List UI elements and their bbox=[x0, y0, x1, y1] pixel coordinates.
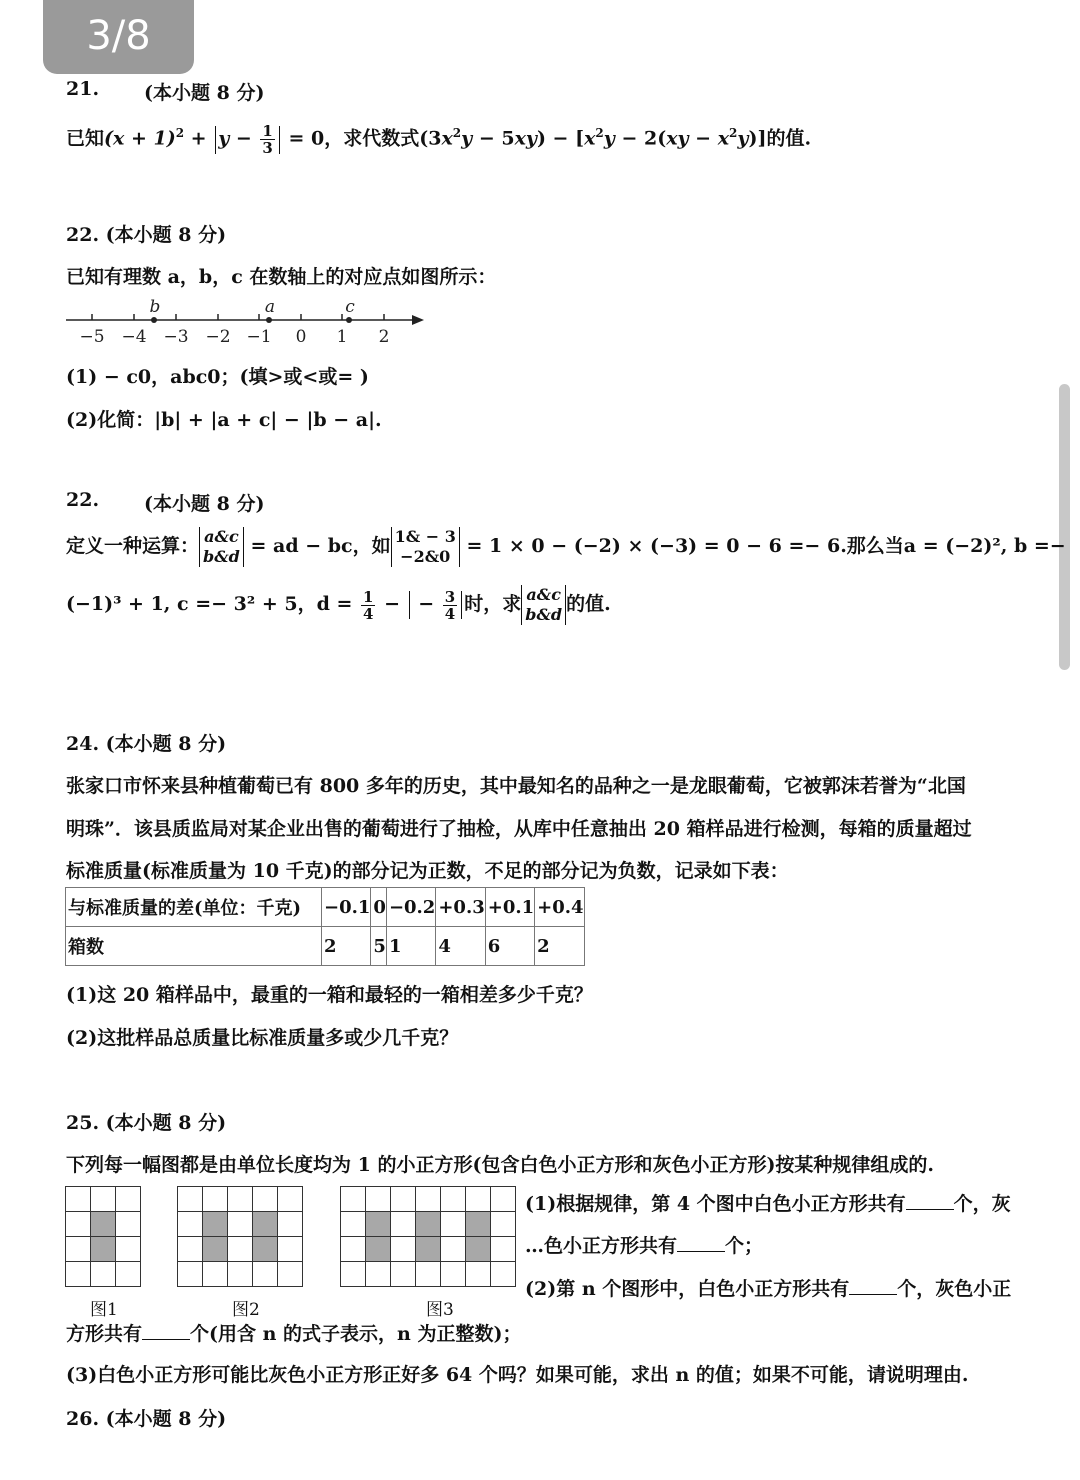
table-cell: 0 bbox=[371, 888, 387, 927]
table-cell: 箱数 bbox=[66, 927, 322, 966]
table-cell: 2 bbox=[535, 927, 584, 966]
tick-label: 0 bbox=[295, 327, 307, 347]
q25-part1-line2: …色小正方形共有 个； bbox=[525, 1235, 764, 1257]
q22b-score: (本小题 8 分) bbox=[144, 493, 265, 515]
q25-intro: 下列每一幅图都是由单位长度均为 1 的小正方形(包含白色小正方形和灰色小正方形)按某种规律组成的. bbox=[66, 1154, 935, 1176]
q24-part2: (2)这批样品总质量比标准质量多或少几千克？ bbox=[66, 1027, 459, 1049]
q24-header: 24. (本小题 8 分) bbox=[66, 733, 227, 755]
figure-1-caption: 图1 bbox=[90, 1300, 118, 1320]
tick-label: 1 bbox=[336, 327, 348, 347]
q24-line3: 标准质量(标准质量为 10 千克)的部分记为正数，不足的部分记为负数，记录如下表： bbox=[66, 860, 789, 882]
table-cell: +0.3 bbox=[436, 888, 485, 927]
q24-line2: 明珠”．该县质监局对某企业出售的葡萄进行了抽检，从库中任意抽出 20 箱样品进行检测，每箱的质量超过 bbox=[66, 818, 972, 840]
figure-1-grid bbox=[65, 1186, 141, 1287]
tick-label: −3 bbox=[163, 327, 189, 347]
q21-score: (本小题 8 分) bbox=[144, 82, 265, 104]
q22a-intro: 已知有理数 a，b，c 在数轴上的对应点如图所示： bbox=[66, 266, 497, 288]
q25-part1-line1: (1)根据规律，第 4 个图中白色小正方形共有 个，灰 bbox=[525, 1193, 1011, 1215]
figure-2-grid bbox=[177, 1186, 303, 1287]
table-row bbox=[66, 927, 585, 966]
tick-label: 2 bbox=[378, 327, 390, 347]
q25-part3: (3)白色小正方形可能比灰色小正方形正好多 64 个吗？如果可能，求出 n 的值；如果不可能，请说明理由. bbox=[66, 1364, 969, 1386]
q22b-number: 22. bbox=[66, 489, 100, 511]
q26-header: 26. (本小题 8 分) bbox=[66, 1408, 227, 1430]
figure-3-caption: 图3 bbox=[426, 1300, 454, 1320]
q22a-header: 22. (本小题 8 分) bbox=[66, 224, 227, 246]
tick-label: −1 bbox=[246, 327, 272, 347]
q25-part2-line1: (2)第 n 个图形中，白色小正方形共有 个，灰色小正 bbox=[525, 1278, 1012, 1300]
number-line-figure bbox=[62, 294, 432, 350]
table-cell: +0.4 bbox=[535, 888, 584, 927]
q24-line1: 张家口市怀来县种植葡萄已有 800 多年的历史，其中最知名的品种之一是龙眼葡萄，它被郭沫若誉为“北国 bbox=[66, 775, 966, 797]
figure-2-caption: 图2 bbox=[232, 1300, 260, 1320]
q21-statement: 已知$(x + 1)^2 + y$ − $\frac{1}{3}$ = 0，求代数式$(3x^2y - 5xy) - [x^2y - 2(xy - x^2y)]$的值. bbox=[66, 122, 812, 157]
tick-label: −5 bbox=[79, 327, 105, 347]
point-label-a: a bbox=[264, 297, 276, 317]
point-label-c: c bbox=[345, 297, 355, 317]
table-cell: −0.2 bbox=[386, 888, 435, 927]
q22a-part2: (2)化简：|b| + |a + c| − |b − a|. bbox=[66, 409, 382, 431]
page-indicator-badge: 3/8 bbox=[43, 0, 194, 74]
q25-header: 25. (本小题 8 分) bbox=[66, 1112, 227, 1134]
q22b-line1: 定义一种运算： a&c b&d = ad − bc，如 1& − 3 −2&0 = 1 × 0 − (−2) × (−3) = 0 − 6 =− 6.那么当a = (−2)², b =− bbox=[66, 527, 1066, 566]
q22b-line2: (−1)³ + 1, c =− 3² + 5，d = $\frac{1}{4}$ − − $\frac{3}{4}$ 时，求 a&c b&d 的值. bbox=[66, 585, 611, 624]
table-cell: 5 bbox=[371, 927, 387, 966]
tick-label: −4 bbox=[121, 327, 147, 347]
table-cell: −0.1 bbox=[322, 888, 371, 927]
q22a-part1: (1) − c0，abc0；(填>或<或= ) bbox=[66, 366, 369, 388]
table-cell: 4 bbox=[436, 927, 485, 966]
table-row bbox=[66, 888, 585, 927]
table-cell: 6 bbox=[485, 927, 534, 966]
table-cell: +0.1 bbox=[485, 888, 534, 927]
q21-number: 21. bbox=[66, 78, 100, 100]
q24-part1: (1)这 20 箱样品中，最重的一箱和最轻的一箱相差多少千克？ bbox=[66, 984, 593, 1006]
point-label-b: b bbox=[149, 297, 161, 317]
table-cell: 2 bbox=[322, 927, 371, 966]
table-cell: 与标准质量的差(单位：千克) bbox=[66, 888, 322, 927]
figure-3-grid bbox=[340, 1186, 516, 1287]
q25-part2-line2: 方形共有 个(用含 n 的式子表示，n 为正整数)； bbox=[66, 1323, 522, 1345]
tick-label: −2 bbox=[205, 327, 231, 347]
table-cell: 1 bbox=[386, 927, 435, 966]
q24-data-table bbox=[65, 887, 585, 966]
